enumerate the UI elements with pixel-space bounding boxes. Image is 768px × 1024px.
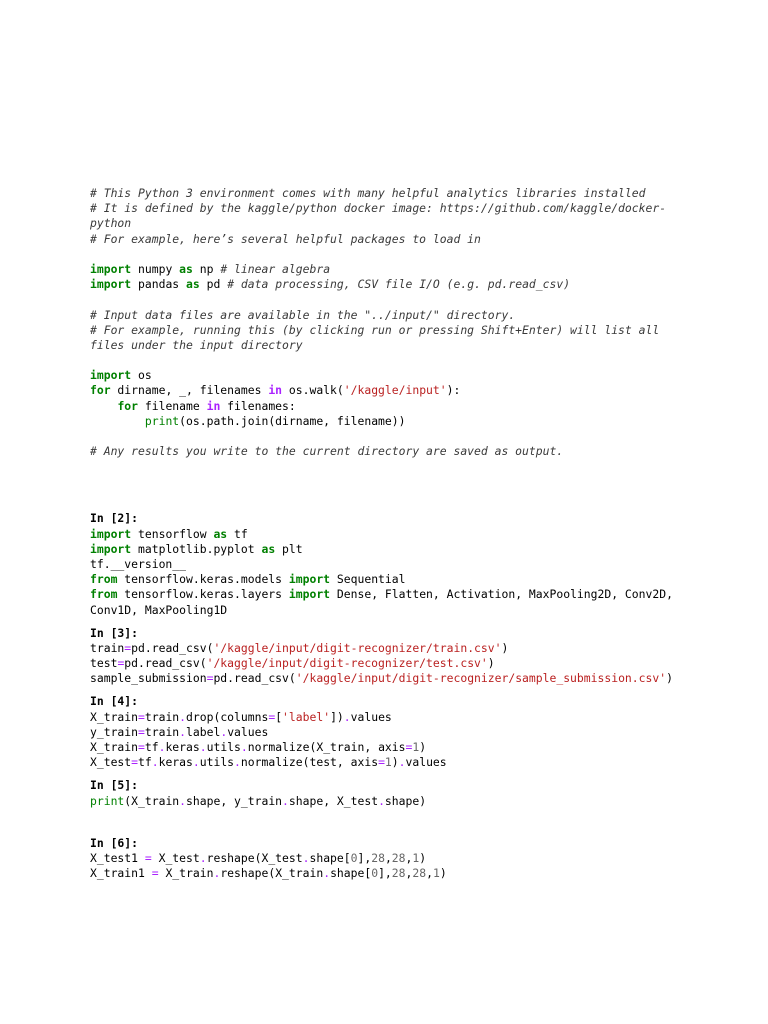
code-text: dirname, _, filenames: [110, 383, 269, 398]
keyword: in: [268, 383, 283, 398]
number-literal: 1: [384, 755, 392, 770]
code-line: [90, 794, 750, 809]
code-text: sample_submission: [90, 671, 207, 686]
code-line: Conv1D, MaxPooling1D: [90, 602, 228, 617]
code-text: values: [227, 724, 269, 739]
code-line: tf.__version__: [90, 556, 187, 571]
keyword: import: [90, 368, 132, 383]
code-text: [: [275, 709, 283, 724]
code-line: [90, 740, 750, 755]
code-text: ,: [384, 850, 392, 865]
code-text: ,: [405, 866, 413, 881]
keyword: for: [90, 383, 111, 398]
code-text: normalize(test, axis: [240, 755, 379, 770]
code-text: filenames:: [220, 398, 296, 413]
code-comment: # For example, here’s several helpful packages to load in: [90, 231, 481, 246]
number-literal: 28: [412, 866, 427, 881]
operator: .: [343, 709, 351, 724]
code-text: reshape(X_train: [220, 866, 324, 881]
operator: .: [240, 740, 248, 754]
code-line: [90, 725, 750, 740]
code-line-for-walk: [90, 383, 750, 398]
code-text: ): [419, 850, 427, 865]
code-text: ,: [426, 866, 433, 881]
operator: .: [192, 755, 200, 770]
builtin-function: print: [90, 793, 125, 808]
operator: =: [405, 740, 413, 754]
code-text: os: [131, 368, 152, 383]
code-text: train: [144, 724, 180, 739]
operator: .: [398, 755, 406, 770]
code-line: [90, 641, 750, 656]
code-line-for-filename: [90, 399, 750, 414]
operator: .: [302, 850, 310, 865]
code-text: os.walk(: [282, 383, 344, 398]
code-text: np: [192, 261, 221, 276]
cell-6: [90, 836, 750, 882]
operator: .: [199, 740, 207, 754]
keyword: import: [90, 277, 132, 292]
operator: =: [138, 740, 145, 754]
code-line: [90, 542, 750, 557]
code-text: keras: [165, 740, 200, 754]
code-text: values: [405, 755, 447, 770]
string-literal: 'label': [282, 709, 331, 724]
operator: =: [124, 640, 132, 655]
operator: .: [220, 724, 228, 739]
number-literal: 1: [432, 866, 440, 881]
code-text: reshape(X_test: [206, 850, 303, 865]
number-literal: 0: [371, 866, 379, 881]
code-text: shape[: [330, 866, 372, 881]
string-literal: '/kaggle/input/digit-recognizer/sample_submission.csv': [295, 671, 667, 686]
keyword: as: [213, 526, 228, 541]
code-text: values: [350, 709, 392, 724]
code-text: tensorflow: [131, 526, 214, 541]
code-text: pd.read_csv(: [213, 671, 296, 686]
keyword: import: [90, 526, 132, 541]
operator: =: [117, 656, 125, 671]
code-line: [90, 572, 750, 587]
code-line-import-pandas: [90, 277, 750, 292]
code-text: shape, X_test: [288, 793, 379, 808]
cell-prompt: In [3]:: [90, 625, 139, 640]
code-comment: # linear algebra: [220, 261, 331, 276]
operator: =: [144, 850, 152, 865]
code-line: [90, 755, 750, 770]
operator: .: [282, 793, 289, 808]
code-comment: # Any results you write to the current directory are saved as output.: [90, 444, 564, 459]
code-text: tf: [144, 740, 159, 754]
code-text: ): [501, 640, 509, 655]
number-literal: 1: [412, 740, 420, 754]
code-text: train: [90, 640, 125, 655]
operator: =: [206, 671, 214, 686]
keyword: from: [90, 587, 118, 602]
code-text: tf: [227, 526, 248, 541]
code-text: Sequential: [330, 572, 406, 587]
operator: .: [158, 740, 166, 754]
code-text: ,: [405, 850, 413, 865]
cell-prompt: In [4]:: [90, 694, 139, 709]
operator: .: [179, 724, 187, 739]
cell-5: [90, 778, 750, 808]
code-text: ): [419, 740, 427, 754]
code-text: pd: [199, 277, 228, 292]
code-text: X_test: [90, 755, 132, 770]
code-line-import-numpy: [90, 262, 750, 277]
number-literal: 28: [391, 866, 406, 881]
code-text: pd.read_csv(: [131, 640, 214, 655]
code-text: tensorflow.keras.layers: [117, 587, 289, 602]
string-literal: '/kaggle/input': [343, 383, 447, 398]
code-text: shape[: [309, 850, 351, 865]
cell-2: [90, 511, 750, 617]
number-literal: 28: [391, 850, 406, 865]
code-text: X_train1: [90, 866, 152, 881]
code-text: label: [186, 724, 221, 739]
keyword: in: [206, 398, 221, 413]
keyword: import: [90, 541, 132, 556]
code-text: ):: [446, 383, 461, 398]
code-text: ]): [330, 709, 344, 724]
code-text: normalize(X_train, axis: [247, 740, 406, 754]
code-comment: python: [90, 216, 132, 231]
code-text: matplotlib.pyplot: [131, 541, 262, 556]
code-comment: # data processing, CSV file I/O (e.g. pd.read_csv): [227, 277, 571, 292]
code-text: ],: [378, 866, 392, 881]
code-text: utils: [199, 755, 235, 770]
operator: .: [234, 755, 241, 770]
code-line: [90, 656, 750, 671]
operator: =: [151, 866, 159, 881]
operator: .: [213, 866, 221, 881]
code-text: X_test: [151, 850, 200, 865]
operator: =: [138, 709, 145, 724]
operator: .: [323, 866, 331, 881]
code-text: shape, y_train: [186, 793, 283, 808]
code-line: [90, 851, 750, 866]
code-text: test: [90, 656, 118, 671]
code-text: pandas: [131, 277, 187, 292]
code-text: X_train: [90, 709, 139, 724]
operator: .: [179, 793, 187, 808]
indent: [90, 399, 117, 413]
code-text: tf: [138, 755, 152, 770]
string-literal: '/kaggle/input/digit-recognizer/test.csv': [206, 656, 488, 671]
operator: =: [131, 755, 139, 770]
code-comment: # It is defined by the kaggle/python docker image: https://github.com/kaggle/docker-: [90, 201, 667, 216]
number-literal: 28: [371, 850, 385, 865]
operator: .: [151, 755, 159, 770]
code-text: ): [487, 656, 495, 671]
indent: [90, 414, 145, 428]
cell-prompt: In [5]:: [90, 778, 139, 793]
cell-prompt: In [2]:: [90, 511, 139, 526]
code-text: shape): [384, 793, 427, 808]
code-text: ): [666, 671, 673, 686]
keyword: as: [179, 261, 193, 276]
code-text: keras: [158, 755, 193, 770]
operator: .: [179, 709, 187, 724]
code-comment: # For example, running this (by clicking run or pressing Shift+Enter) will list all: [90, 322, 660, 337]
code-text: X_test1: [90, 850, 145, 865]
keyword: import: [288, 587, 331, 602]
keyword: import: [288, 572, 331, 587]
operator: =: [378, 755, 385, 770]
cell-3: [90, 626, 750, 687]
code-text: (os.path.join(dirname, filename)): [179, 413, 406, 428]
operator: =: [138, 724, 145, 739]
code-text: ],: [357, 850, 372, 865]
code-line-print-path: [90, 414, 750, 429]
code-line: [90, 866, 750, 881]
keyword: from: [90, 572, 118, 587]
code-text: y_train: [90, 724, 139, 739]
code-comment: files under the input directory: [90, 337, 303, 352]
code-line: [90, 587, 750, 602]
operator: .: [378, 793, 385, 808]
code-comment: # This Python 3 environment comes with many helpful analytics libraries installed: [90, 186, 646, 200]
cell-4: [90, 694, 750, 770]
string-literal: '/kaggle/input/digit-recognizer/train.csv': [213, 640, 502, 655]
code-line-import-os: [90, 368, 750, 383]
cell-intro: [90, 186, 750, 459]
code-text: ): [391, 755, 399, 770]
code-text: utils: [206, 740, 241, 754]
keyword: import: [90, 261, 132, 276]
keyword: as: [186, 277, 200, 292]
code-text: drop(columns: [186, 709, 269, 724]
notebook-code: [90, 186, 750, 881]
keyword: for: [117, 398, 139, 413]
code-text: X_train: [158, 866, 214, 881]
code-line: [90, 671, 750, 686]
operator: .: [199, 850, 207, 865]
code-text: pd.read_csv(: [124, 656, 207, 671]
keyword: as: [261, 541, 276, 556]
code-text: X_train: [90, 740, 139, 754]
code-text: tensorflow.keras.models: [117, 572, 289, 587]
code-text: plt: [275, 541, 303, 556]
code-text: filename: [138, 398, 207, 413]
cell-prompt: In [6]:: [90, 835, 139, 850]
builtin-function: print: [144, 413, 180, 428]
code-text: (X_train: [124, 793, 180, 808]
operator: =: [268, 709, 276, 724]
code-comment: # Input data files are available in the "../input/" directory.: [90, 307, 516, 322]
code-line: [90, 527, 750, 542]
code-text: ): [439, 866, 447, 881]
code-text: train: [144, 709, 180, 724]
code-text: Dense, Flatten, Activation, MaxPooling2D, Conv2D,: [330, 587, 673, 602]
code-line: [90, 710, 750, 725]
number-literal: 0: [350, 850, 358, 865]
number-literal: 1: [412, 850, 420, 865]
code-text: numpy: [131, 261, 180, 276]
